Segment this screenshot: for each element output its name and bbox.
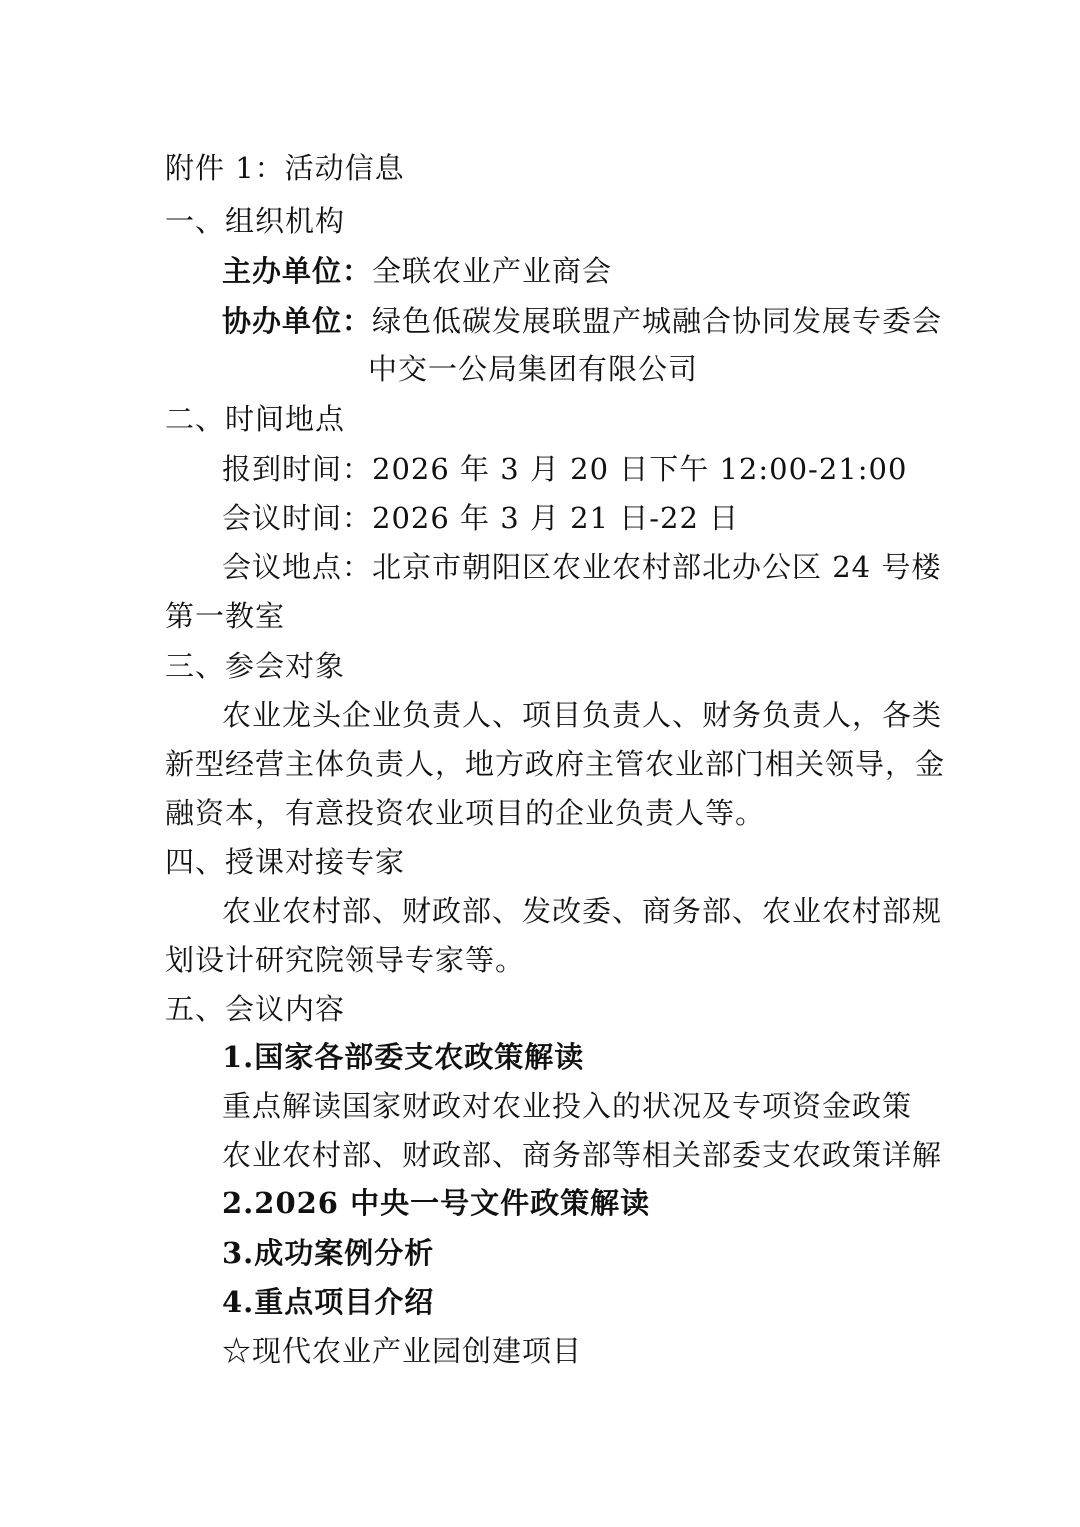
- experts-line-2: 划设计研究院领导专家等。: [165, 943, 526, 977]
- section-heading-organization: 一、组织机构: [165, 204, 346, 238]
- attendees-line-3: 融资本，有意投资农业项目的企业负责人等。: [165, 796, 766, 830]
- content-item-3: 3.成功案例分析: [222, 1236, 435, 1270]
- attendees-line-1: 农业龙头企业负责人、项目负责人、财务负责人，各类: [222, 698, 943, 732]
- content-item-4-desc-1: ☆现代农业产业园创建项目: [222, 1334, 583, 1368]
- section-heading-experts: 四、授课对接专家: [165, 845, 406, 879]
- host-label: 主办单位：: [222, 254, 373, 288]
- content-item-2: 2.2026 中央一号文件政策解读: [222, 1186, 651, 1220]
- content-item-1-desc-2: 农业农村部、财政部、商务部等相关部委支农政策详解: [222, 1138, 943, 1172]
- attendees-line-2: 新型经营主体负责人，地方政府主管农业部门相关领导，金: [165, 747, 946, 781]
- venue-line-1: 会议地点：北京市朝阳区农业农村部北办公区 24 号楼: [222, 550, 942, 584]
- content-item-1-desc-1: 重点解读国家财政对农业投入的状况及专项资金政策: [222, 1089, 913, 1123]
- content-item-1: 1.国家各部委支农政策解读: [222, 1040, 585, 1074]
- co-organizer-row: [222, 301, 942, 341]
- section-heading-time-place: 二、时间地点: [165, 402, 346, 436]
- experts-line-1: 农业农村部、财政部、发改委、商务部、农业农村部规: [222, 894, 943, 928]
- section-heading-content: 五、会议内容: [165, 992, 346, 1026]
- meeting-time: 会议时间：2026 年 3 月 21 日-22 日: [222, 501, 740, 535]
- co-organizer-value-2: 中交一公局集团有限公司: [368, 352, 699, 386]
- host-row: [222, 251, 612, 291]
- co-organizer-value-1: 绿色低碳发展联盟产城融合协同发展专委会: [372, 304, 943, 338]
- content-item-4: 4.重点项目介绍: [222, 1285, 435, 1319]
- co-organizer-label: 协办单位：: [222, 304, 373, 338]
- attachment-title: 附件 1：活动信息: [165, 151, 405, 185]
- checkin-time: 报到时间：2026 年 3 月 20 日下午 12:00-21:00: [222, 452, 908, 486]
- venue-line-2: 第一教室: [165, 599, 286, 633]
- section-heading-attendees: 三、参会对象: [165, 649, 346, 683]
- host-value: 全联农业产业商会: [372, 254, 613, 288]
